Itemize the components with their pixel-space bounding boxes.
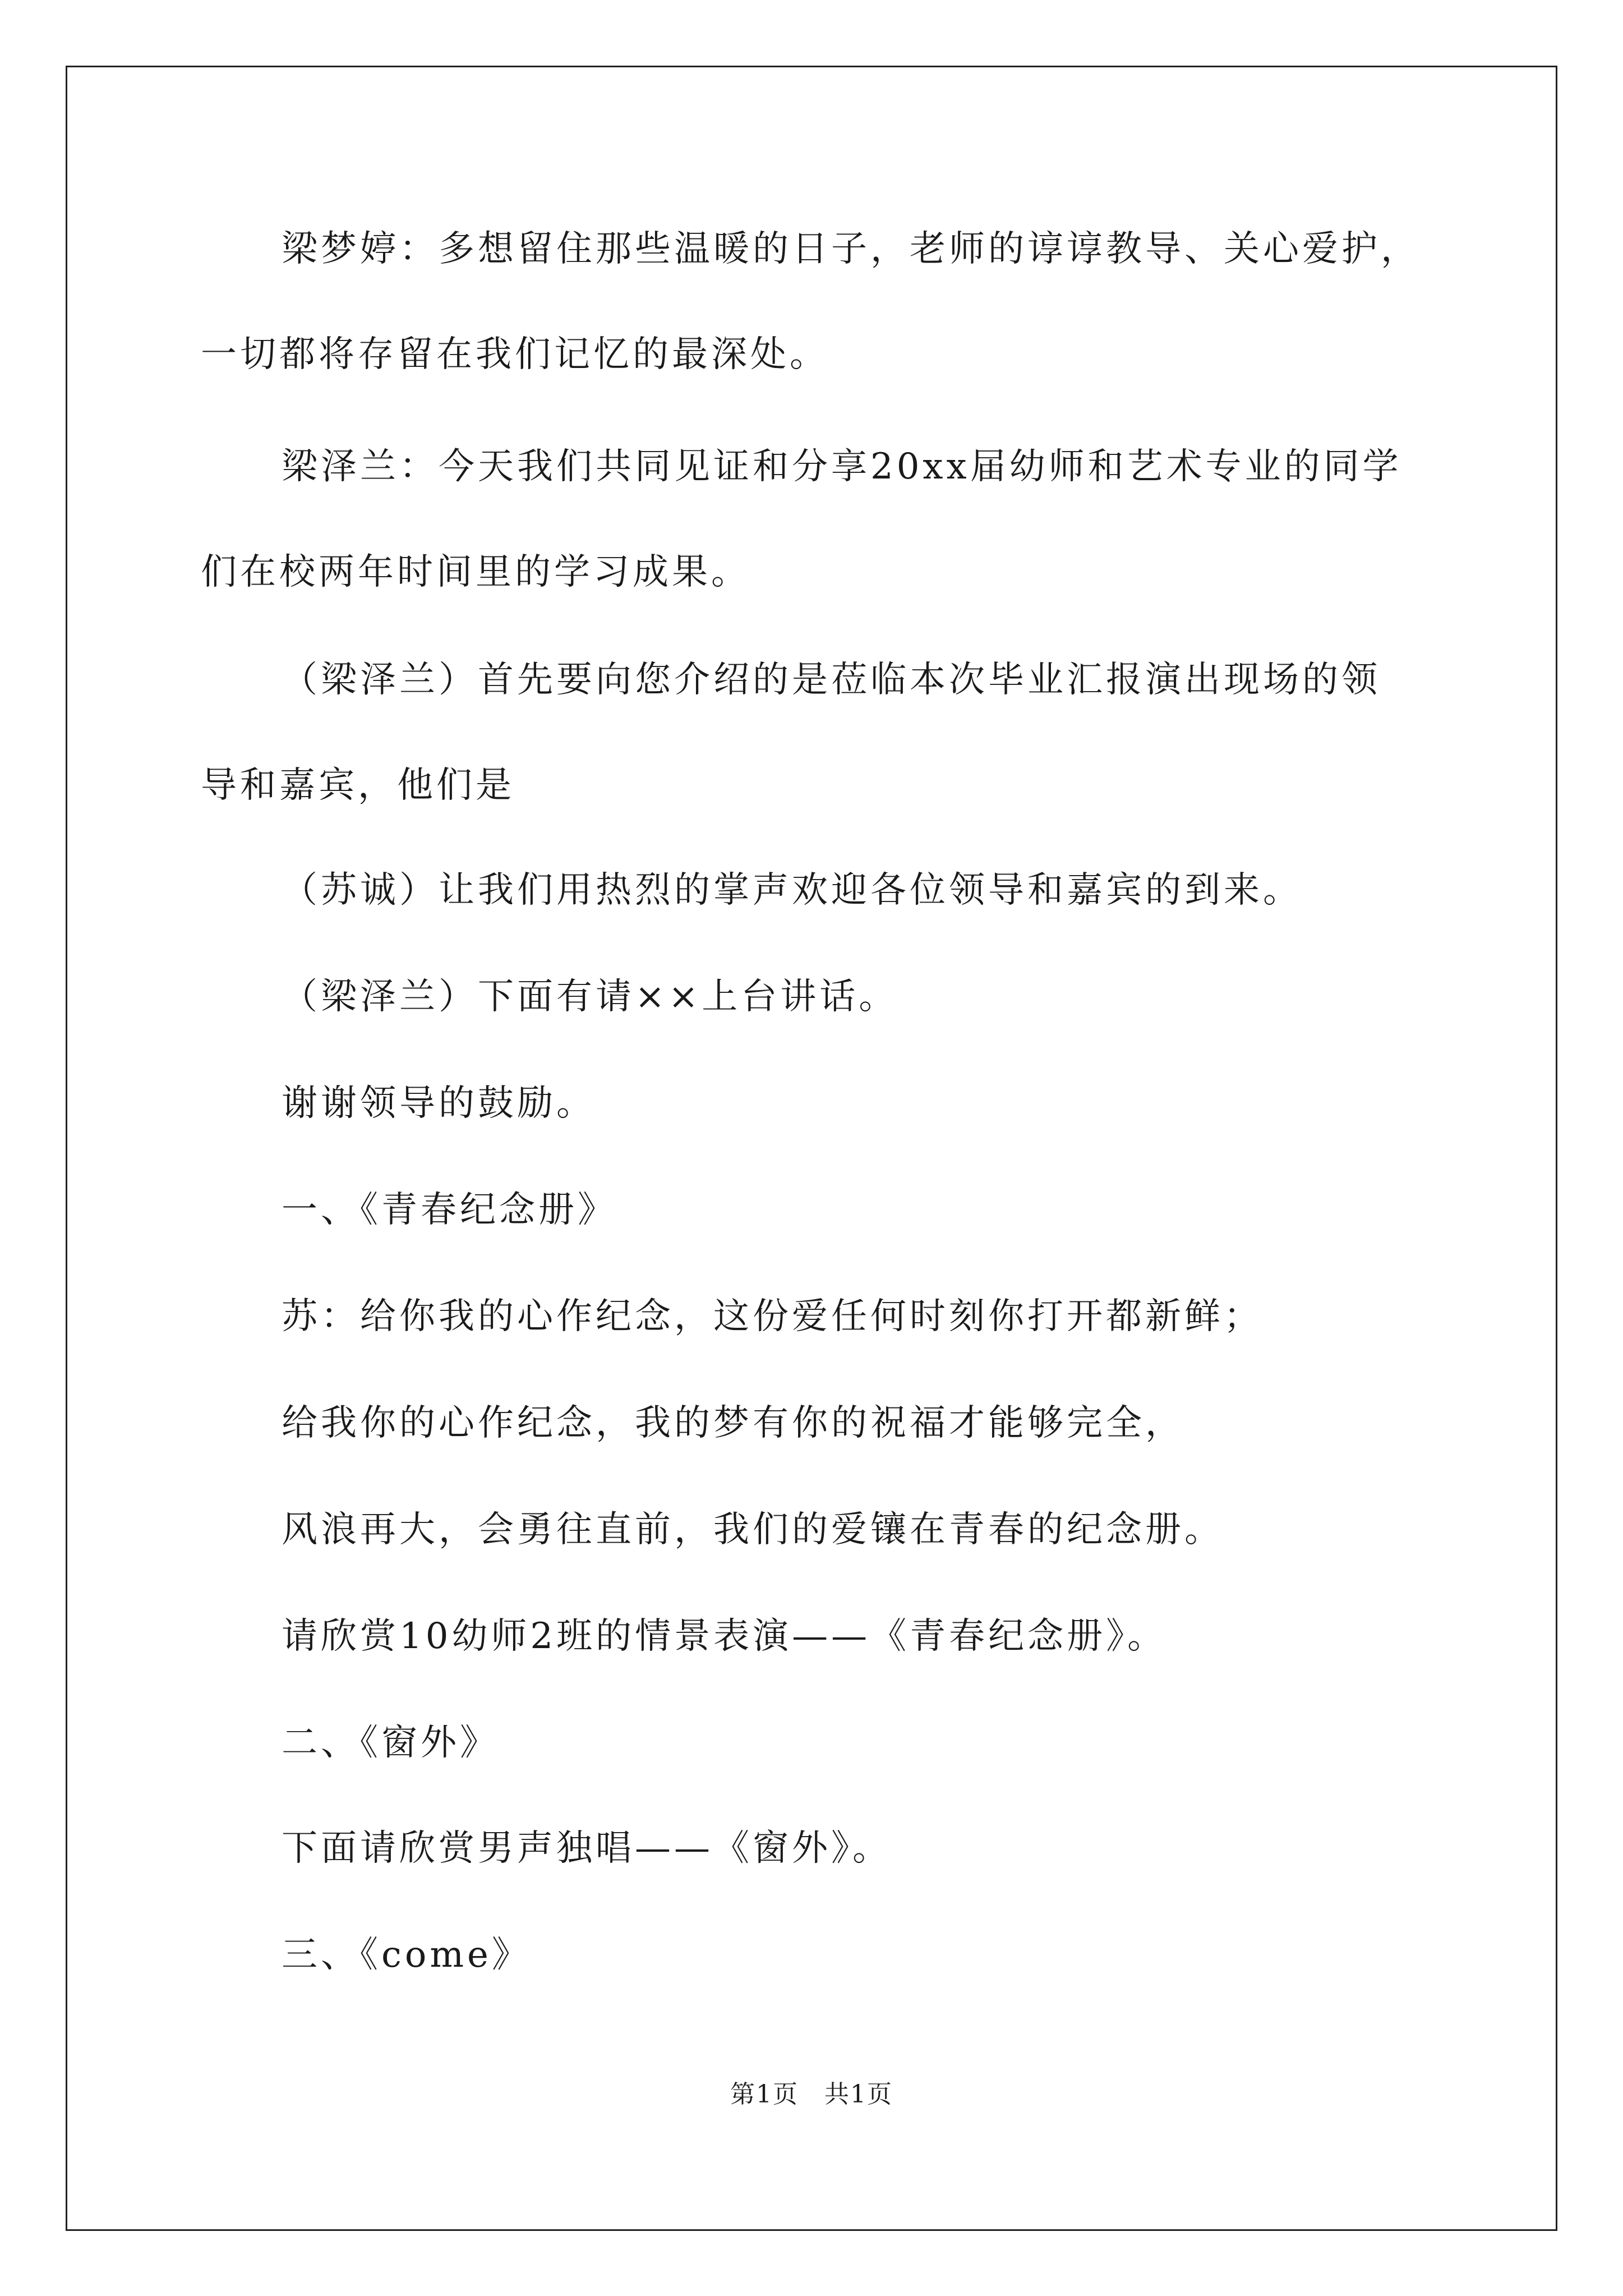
text-line: （梁泽兰）首先要向您介绍的是莅临本次毕业汇报演出现场的领 [282,659,1381,701]
text-line: （苏诚）让我们用热烈的掌声欢迎各位领导和嘉宾的到来。 [282,869,1302,911]
page-number: 第1页 共1页 [730,2080,893,2109]
text-line: 梁泽兰：今天我们共同见证和分享20xx届幼师和艺术专业的同学 [282,446,1402,487]
section-heading: 一、《青春纪念册》 [282,1189,617,1231]
text-line: （梁泽兰）下面有请××上台讲话。 [282,976,898,1018]
text-line: 苏：给你我的心作纪念，这份爱任何时刻你打开都新鲜； [282,1296,1263,1337]
text-line: 一切都将存留在我们记忆的最深处。 [201,334,829,375]
text-line: 导和嘉宾，他们是 [201,765,515,806]
section-heading: 三、《come》 [282,1934,531,1976]
text-line: 们在校两年时间里的学习成果。 [201,551,750,593]
text-line: 下面请欣赏男声独唱——《窗外》。 [282,1828,892,1869]
text-line: 请欣赏10幼师2班的情景表演——《青春纪念册》。 [282,1616,1167,1657]
text-line: 谢谢领导的鼓励。 [282,1083,596,1124]
text-line: 给我你的心作纪念，我的梦有你的祝福才能够完全， [282,1402,1184,1444]
text-line: 梁梦婷：多想留住那些温暖的日子，老师的谆谆教导、关心爱护， [282,228,1420,270]
text-line: 风浪再大，会勇往直前，我们的爱镶在青春的纪念册。 [282,1509,1224,1550]
section-heading: 二、《窗外》 [282,1722,499,1764]
page-border [66,66,1557,2231]
